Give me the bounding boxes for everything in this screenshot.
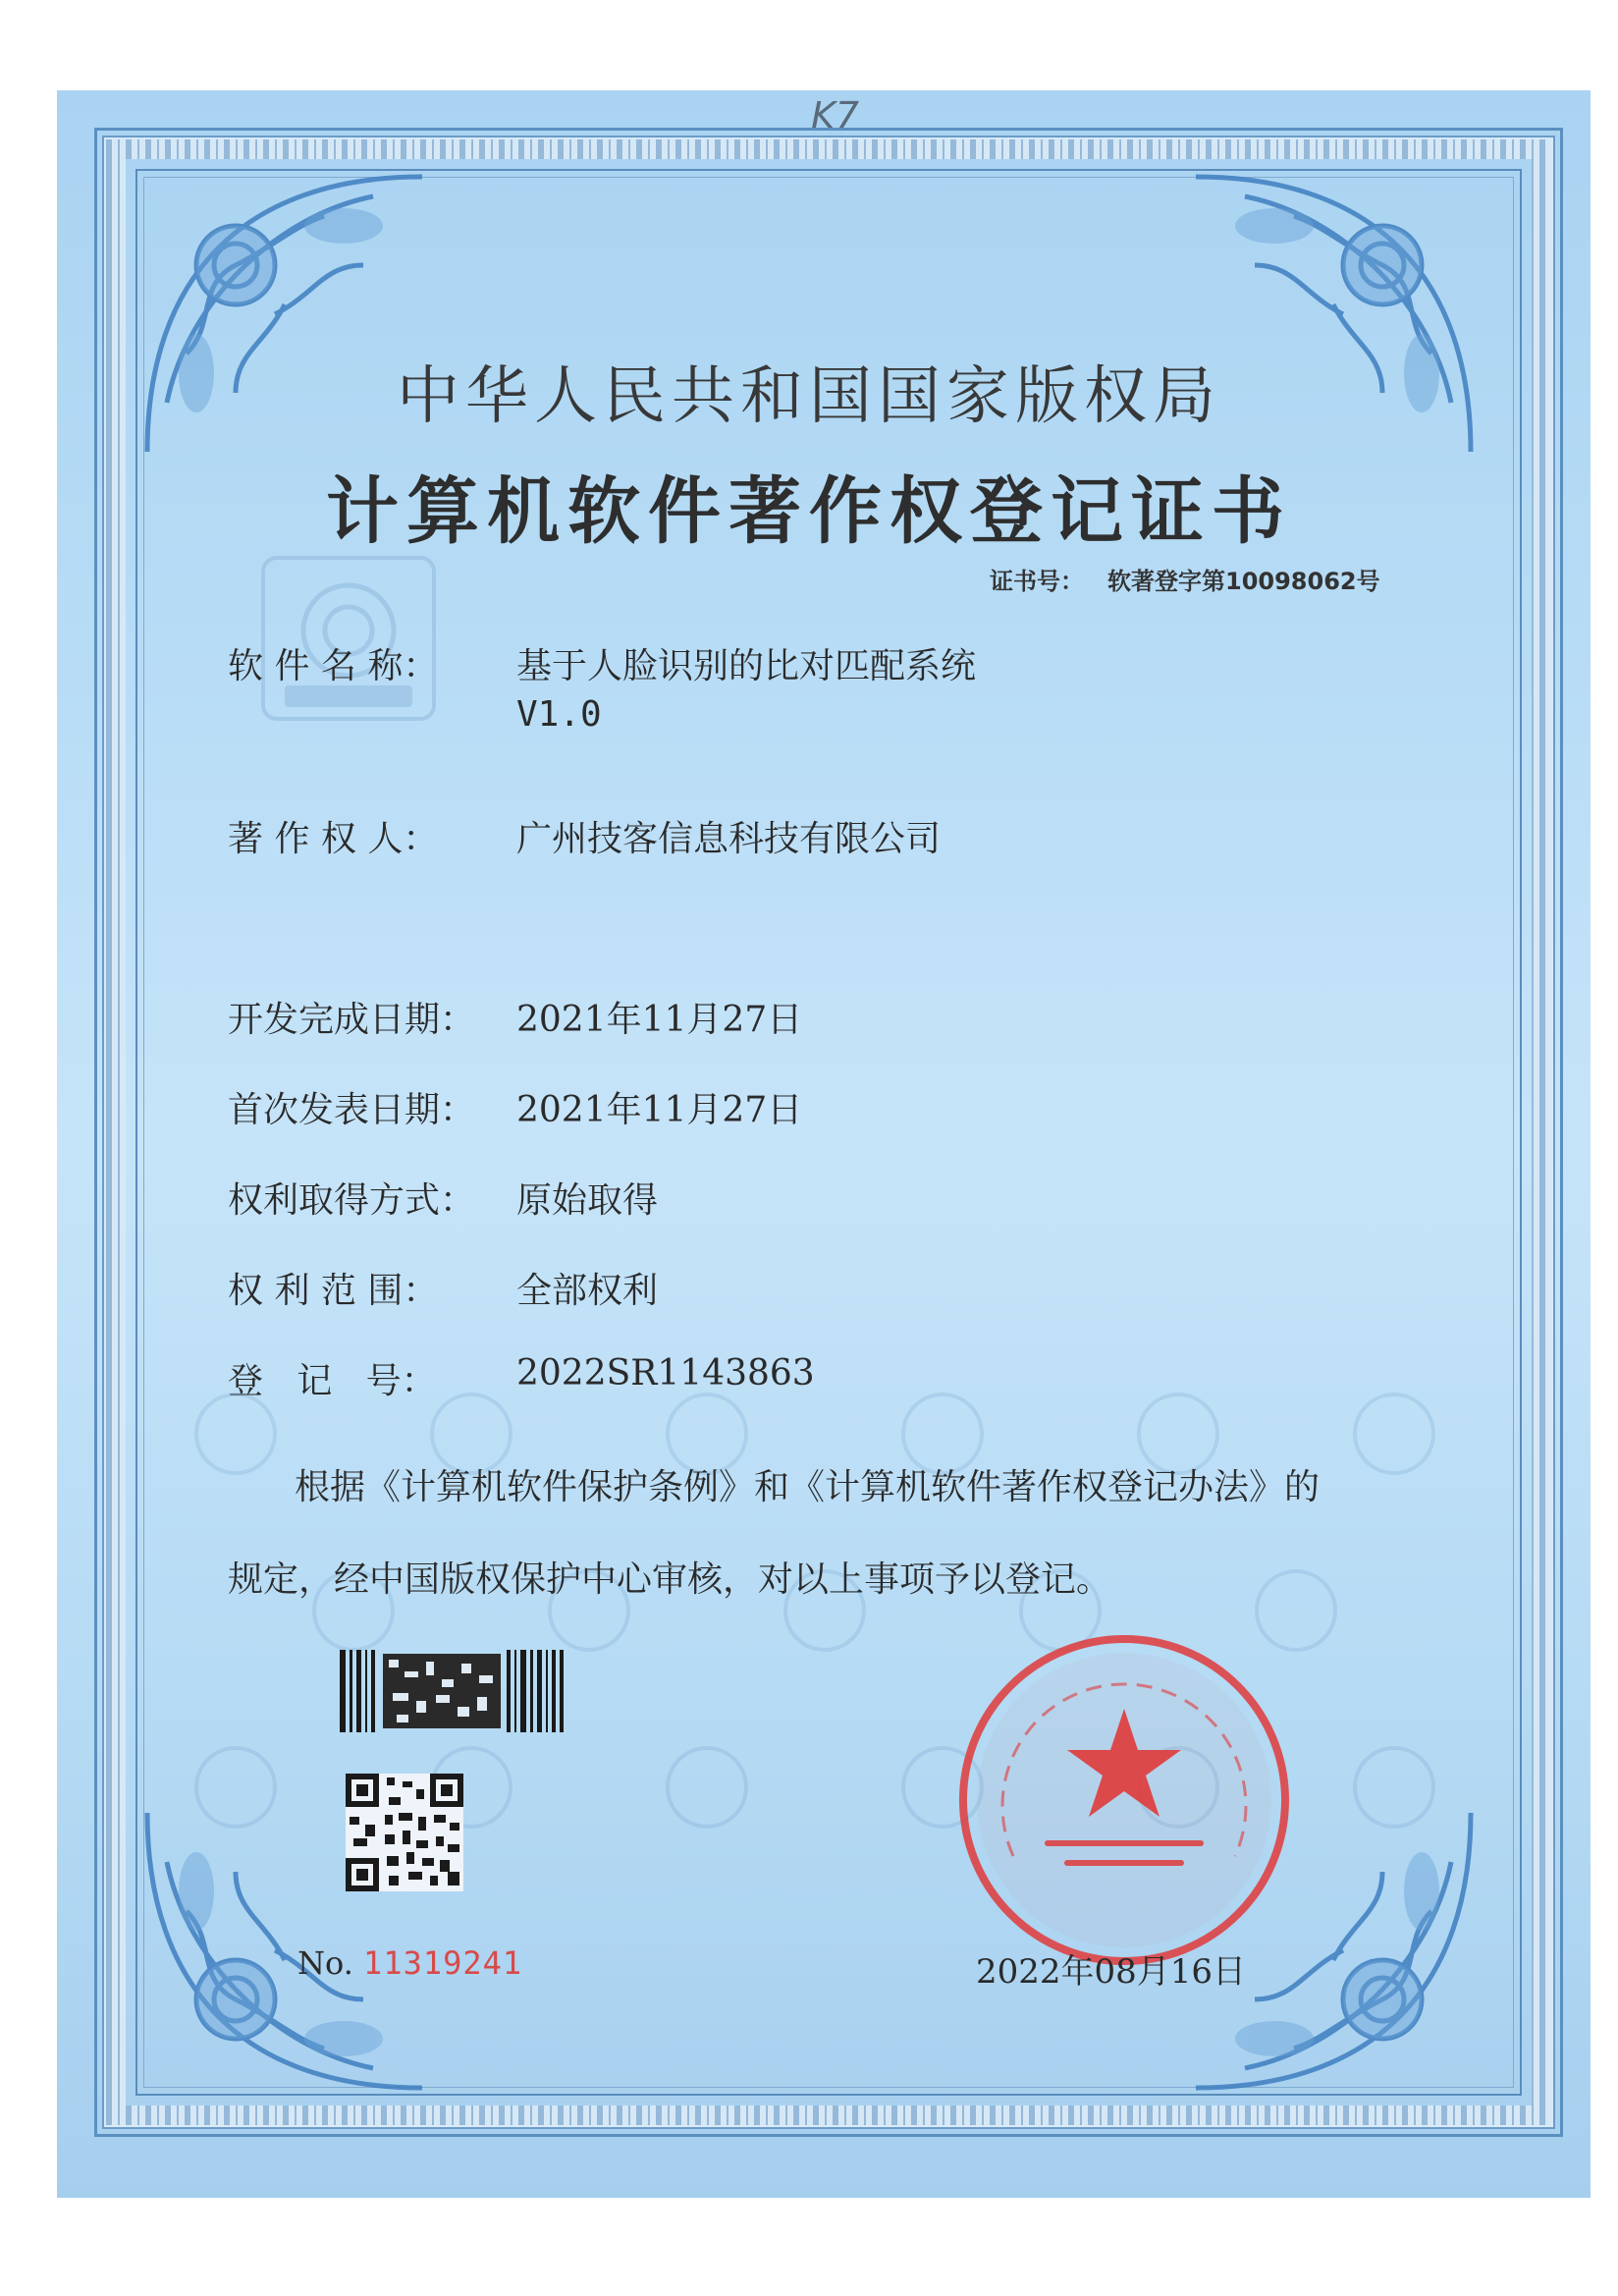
field-value: 2021年11月27日 bbox=[516, 1090, 803, 1130]
field-value: 全部权利 bbox=[516, 1271, 659, 1311]
official-seal bbox=[954, 1630, 1294, 1970]
field-publish-date bbox=[228, 1082, 802, 1132]
field-copyright-owner bbox=[228, 811, 941, 861]
field-label: 权利取得方式： bbox=[228, 1180, 476, 1221]
serial-prefix: No. bbox=[297, 1944, 353, 1982]
authority-heading: 中华人民共和国国家版权局 bbox=[397, 360, 1221, 433]
field-label: 首次发表日期： bbox=[228, 1090, 476, 1130]
statement-line-2: 规定，经中国版权保护中心审核，对以上事项予以登记。 bbox=[228, 1559, 1112, 1600]
field-registration-number bbox=[228, 1353, 815, 1403]
field-completion-date bbox=[228, 992, 802, 1042]
field-value: 基于人脸识别的比对匹配系统 bbox=[516, 646, 977, 686]
field-value: 广州技客信息科技有限公司 bbox=[516, 819, 942, 859]
field-acquisition-method bbox=[228, 1173, 658, 1223]
qr-code bbox=[346, 1774, 463, 1891]
certificate-number-value: 软著登字第10098062号 bbox=[1107, 568, 1380, 595]
issue-date: 2022年08月16日 bbox=[976, 1952, 1247, 1992]
field-value-version: V1.0 bbox=[516, 694, 602, 735]
field-label: 软 件 名 称： bbox=[228, 646, 439, 686]
certificate-title: 计算机软件著作权登记证书 bbox=[326, 469, 1292, 554]
field-label: 著 作 权 人： bbox=[228, 819, 439, 859]
field-software-name bbox=[228, 638, 976, 735]
field-label: 登 记 号： bbox=[228, 1361, 437, 1401]
serial-number bbox=[297, 1944, 522, 1982]
field-value-wrap bbox=[516, 638, 976, 735]
field-label: 权 利 范 围： bbox=[228, 1271, 439, 1311]
handwritten-mark: K7 bbox=[811, 94, 860, 137]
certificate-number-label: 证书号： bbox=[990, 568, 1084, 595]
serial-value: 11319241 bbox=[363, 1944, 523, 1982]
field-value: 原始取得 bbox=[516, 1180, 659, 1221]
barcode bbox=[340, 1650, 564, 1732]
field-rights-scope bbox=[228, 1263, 658, 1313]
field-value: 2022SR1143863 bbox=[516, 1353, 815, 1394]
statement-line-1: 根据《计算机软件保护条例》和《计算机软件著作权登记办法》的 bbox=[295, 1467, 1321, 1507]
certificate-number bbox=[990, 562, 1380, 596]
field-label: 开发完成日期： bbox=[228, 1000, 476, 1040]
field-value: 2021年11月27日 bbox=[516, 1000, 803, 1040]
